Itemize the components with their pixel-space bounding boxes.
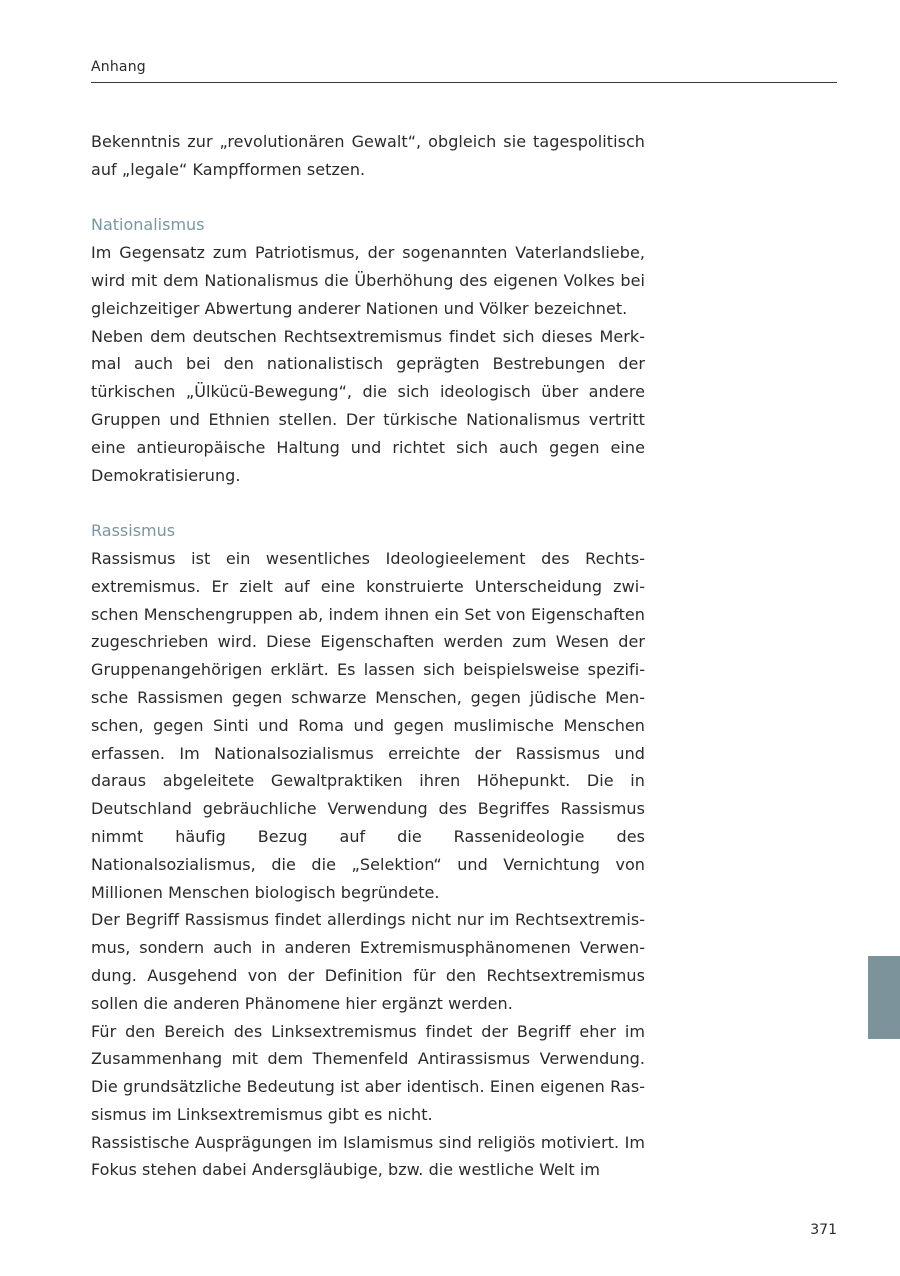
page-body (91, 128, 645, 1184)
nationalismus-paragraph-1: Im Gegensatz zum Patriotismus, der sogenannten Vaterlandsliebe, wird mit dem Nationalismus die Überhöhung des eigenen Volkes bei gleichzeitiger Abwertung anderer Nationen und Völker bezeichnet. (91, 243, 645, 318)
rassismus-paragraph-4: Rassistische Ausprägungen im Islamismus sind religiös motiviert. Im Fokus stehen dabei Andersgläubige, bzw. die westliche Welt im (91, 1132, 645, 1180)
section-heading-rassismus: Rassismus (91, 521, 176, 541)
section-heading-nationalismus: Nationalismus (91, 215, 205, 235)
rassismus-paragraph-3: Für den Bereich des Linksextremismus findet der Begriff eher im Zusammenhang mit dem Themenfeld Antirassismus Verwendung. Die grundsätzliche Bedeutung ist aber identisch. Einen eigenen Rassismus im Linksextremismus gibt es nicht. (91, 1021, 645, 1124)
running-header-title: Anhang (91, 59, 146, 75)
page-number: 371 (810, 1222, 837, 1238)
nationalismus-paragraph-2: Neben dem deutschen Rechtsextremismus findet sich dieses Merkmal auch bei den nationalistisch geprägten Bestrebungen der türkischen „Ülkücü-Bewegung“, die sich ideologisch über andere Gruppen und Ethnien stellen. Der türkische Nationalismus vertritt eine antieuropäische Haltung und richtet sich auch gegen eine Demokratisierung. (91, 326, 645, 485)
intro-paragraph: Bekenntnis zur „revolutionären Gewalt“, obgleich sie tagespolitisch auf „legale“ Kampfformen setzen. (91, 132, 645, 179)
running-header (91, 58, 837, 83)
chapter-thumb-tab (868, 956, 900, 1039)
rassismus-paragraph-2: Der Begriff Rassismus findet allerdings nicht nur im Rechtsextremismus, sondern auch in anderen Extremismusphänomenen Verwendung. Ausgehend von der Definition für den Rechtsextremismus sollen die anderen Phänomene hier ergänzt werden. (91, 910, 645, 1013)
rassismus-paragraph-1: Rassismus ist ein wesentliches Ideologieelement des Rechtsextremismus. Er zielt auf eine konstruierte Unterscheidung zwischen Menschengruppen ab, indem ihnen ein Set von Eigenschaften zugeschrieben wird. Diese Eigenschaften werden zum Wesen der Gruppenangehörigen erklärt. Es lassen sich beispielsweise spezifische Rassismen gegen schwarze Menschen, gegen jüdische Menschen, gegen Sinti und Roma und gegen muslimische Menschen erfassen. Im Nationalsozialismus erreichte der Rassismus und daraus abgeleitete Gewaltpraktiken ihren Höhepunkt. Die in Deutschland gebräuchliche Verwendung des Begriffes Rassismus nimmt häufig Bezug auf die Rassenideologie des Nationalsozialismus, die die „Selektion“ und Vernichtung von Millionen Menschen biologisch begründete. (91, 548, 645, 902)
section-spacer (91, 184, 645, 212)
section-spacer (91, 489, 645, 517)
